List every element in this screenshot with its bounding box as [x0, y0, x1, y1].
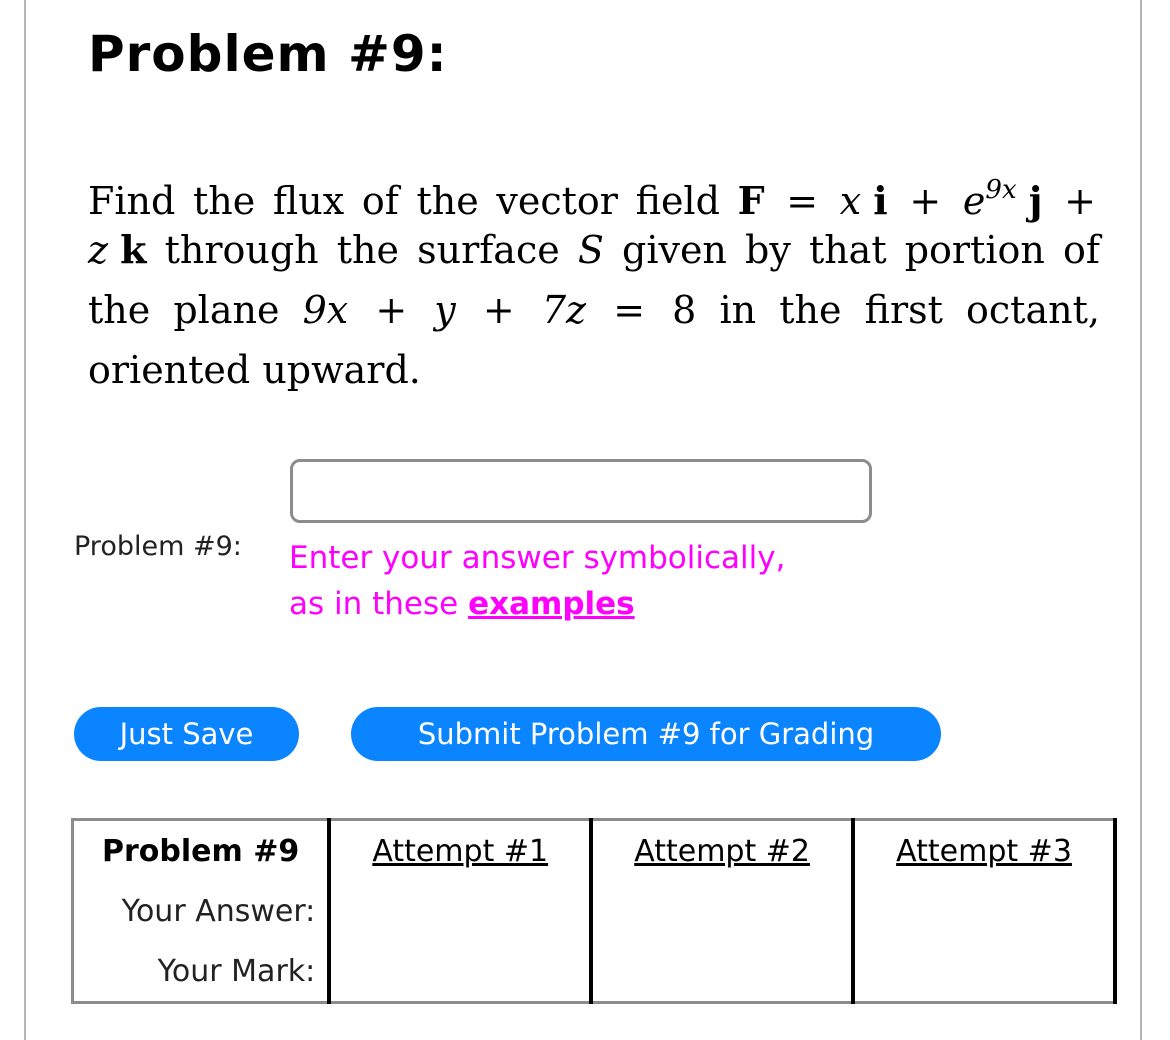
examples-link[interactable]: examples	[468, 586, 635, 622]
math-i: i	[873, 178, 888, 223]
answer-cell-1	[329, 881, 591, 941]
mark-cell-3	[853, 941, 1115, 1003]
submit-grading-button[interactable]: Submit Problem #9 for Grading	[351, 707, 941, 761]
attempt-3-link[interactable]: Attempt #3	[853, 820, 1115, 882]
math-term-7z: 7z	[541, 288, 587, 332]
statement-word: the	[193, 179, 256, 223]
statement-word: Find	[88, 179, 176, 223]
table-row	[73, 941, 1116, 1003]
math-k: k	[120, 227, 147, 272]
attempt-2-link[interactable]: Attempt #2	[591, 820, 853, 882]
attempts-table	[71, 818, 1117, 1004]
answer-hint	[289, 535, 785, 627]
statement-word: plane	[173, 288, 280, 332]
statement-word: flux	[272, 179, 345, 223]
attempt-1-link[interactable]: Attempt #1	[329, 820, 591, 882]
statement-word: portion	[904, 228, 1045, 272]
statement-word: of	[361, 179, 399, 223]
statement-word: in	[719, 288, 757, 332]
statement-word: field	[635, 179, 720, 223]
math-plus: +	[909, 179, 942, 223]
statement-word: the	[88, 288, 151, 332]
statement-word: by	[745, 228, 791, 272]
math-term-zk	[88, 220, 146, 280]
math-x: x	[839, 179, 862, 223]
math-j: j	[1028, 178, 1043, 223]
statement-word: through	[164, 228, 319, 272]
statement-word: of	[1062, 228, 1100, 272]
attempts-header-row	[73, 820, 1116, 882]
hint-line-1: Enter your answer symbolically,	[289, 540, 786, 576]
mark-cell-2	[591, 941, 853, 1003]
problem-statement	[88, 160, 1100, 400]
math-F: F	[737, 178, 765, 223]
math-z: z	[88, 228, 109, 272]
math-rhs: 8	[672, 288, 697, 332]
your-mark-label: Your Mark:	[157, 953, 316, 989]
statement-line-2	[88, 220, 1100, 280]
math-plus: +	[482, 288, 515, 332]
attempts-header-problem: Problem #9	[102, 833, 300, 869]
statement-word: the	[416, 179, 479, 223]
problem-title: Problem #9:	[88, 25, 448, 83]
math-plus: +	[375, 288, 408, 332]
math-equals: =	[613, 288, 646, 332]
mark-cell-1	[329, 941, 591, 1003]
math-plus: +	[1064, 179, 1096, 223]
statement-word: given	[622, 228, 727, 272]
your-answer-label: Your Answer:	[121, 893, 316, 929]
statement-line-1	[88, 160, 1100, 223]
statement-line-4	[88, 340, 1100, 400]
statement-line-3	[88, 280, 1100, 340]
statement-text: oriented upward.	[88, 348, 421, 392]
statement-word: vector	[496, 179, 618, 223]
math-exponent: 9x	[985, 175, 1017, 205]
just-save-button[interactable]: Just Save	[74, 707, 299, 761]
statement-word: that	[808, 228, 887, 272]
statement-word: surface	[417, 228, 560, 272]
math-equals: =	[786, 179, 819, 223]
statement-word: the	[779, 288, 842, 332]
statement-word: first	[864, 288, 943, 332]
answer-cell-2	[591, 881, 853, 941]
table-row	[73, 881, 1116, 941]
math-e: e	[962, 179, 986, 223]
hint-line-2	[289, 581, 785, 627]
hint-prefix: as in these	[289, 586, 469, 622]
answer-label: Problem #9:	[74, 531, 242, 562]
statement-word: octant,	[966, 288, 1100, 332]
answer-input[interactable]	[290, 459, 872, 523]
statement-word: the	[336, 228, 399, 272]
math-y: y	[434, 288, 456, 332]
answer-cell-3	[853, 881, 1115, 941]
math-S: S	[577, 228, 604, 272]
math-term-9x: 9x	[302, 288, 349, 332]
